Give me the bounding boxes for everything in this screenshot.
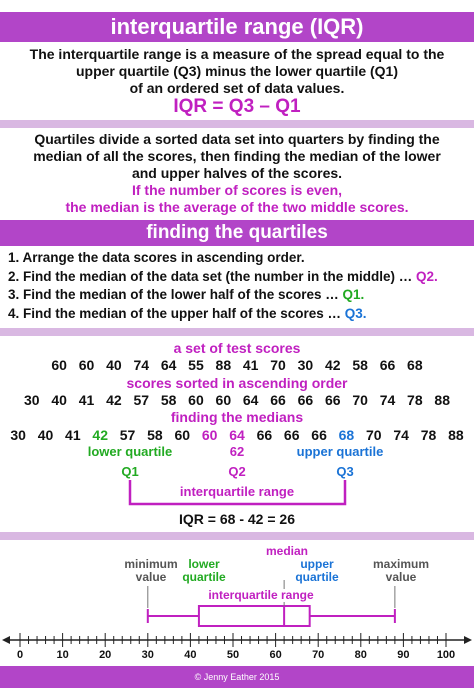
step-text: 1. Arrange the data scores in ascending order. (8, 250, 305, 265)
note-line: the median is the average of the two middle scores. (65, 199, 409, 215)
minimum-line: value (135, 570, 167, 584)
score-value: 57 (119, 427, 136, 443)
even-note (0, 182, 474, 216)
score-value: 88 (215, 357, 232, 373)
definition-line: upper quartile (Q3) minus the lower quartile (Q1) (75, 63, 399, 79)
score-value: 70 (366, 427, 382, 443)
divider-strip (0, 120, 474, 128)
score-value: 58 (352, 357, 368, 373)
tick-label: 10 (56, 649, 69, 660)
score-value: 74 (379, 392, 396, 408)
intro-line: and upper halves of the scores. (131, 165, 343, 181)
quartiles-intro-text (0, 131, 474, 182)
score-value: 78 (420, 427, 437, 443)
definition-line: of an ordered set of data values. (129, 80, 345, 96)
iqr-bracket-label (162, 485, 312, 498)
score-value: 70 (270, 357, 286, 373)
intro-line: median of all the scores, then finding the median of the lower (33, 148, 441, 164)
step-item (8, 305, 438, 324)
score-value: 57 (133, 392, 150, 408)
score-value: 60 (201, 427, 218, 443)
tick-label: 60 (269, 649, 282, 660)
score-value: 88 (434, 392, 450, 408)
axis-arrow-right (464, 636, 472, 644)
iqr-bracket-text: interquartile range (179, 484, 295, 499)
divider-strip (0, 328, 474, 336)
score-value: 58 (147, 427, 163, 443)
score-value: 41 (65, 427, 81, 443)
step-tag-q3: Q3. (344, 305, 367, 321)
score-value: 60 (174, 427, 191, 443)
step-text: 3. Find the median of the lower half of the scores … (8, 287, 343, 302)
q2-label: Q2 (228, 464, 246, 479)
tick-label: 40 (184, 649, 197, 660)
score-value: 64 (242, 392, 259, 408)
page-title: interquartile range (IQR) (110, 14, 364, 39)
set-title: a set of test scores (173, 340, 301, 356)
sorted-title: scores sorted in ascending order (126, 375, 348, 391)
box-iqr-text: interquartile range (208, 588, 314, 602)
score-value: 66 (283, 427, 300, 443)
score-value: 70 (352, 392, 368, 408)
step-tag-q1: Q1. (342, 287, 365, 302)
step-item (8, 286, 438, 305)
score-value: 66 (297, 392, 314, 408)
iqr-formula: IQR = Q3 – Q1 (173, 96, 301, 117)
score-value: 60 (215, 392, 232, 408)
score-value: 68 (338, 427, 355, 443)
score-value: 41 (242, 357, 259, 373)
score-value: 40 (51, 392, 67, 408)
medians-title: finding the medians (170, 409, 304, 425)
tick-label: 100 (436, 649, 456, 660)
score-value: 66 (324, 392, 341, 408)
definition-text (0, 46, 474, 97)
scores-row (0, 357, 474, 373)
score-value: 60 (78, 357, 95, 373)
tick-label: 90 (397, 649, 410, 660)
upper-line: quartile (295, 570, 339, 584)
tick-label: 0 (16, 649, 24, 660)
box-iqr-label (205, 589, 317, 602)
step-text: 4. Find the median of the upper half of the scores … (8, 305, 345, 321)
maximum-line: value (385, 570, 417, 584)
iqr-calculation: IQR = 68 - 42 = 26 (179, 511, 295, 527)
score-value: 88 (448, 427, 464, 443)
sorted-row (0, 392, 474, 408)
tick-label: 20 (99, 649, 112, 660)
minimum-line: minimum (124, 557, 178, 571)
score-value: 66 (270, 392, 286, 408)
intro-line: Quartiles divide a sorted data set into quarters by finding the (34, 131, 440, 147)
score-value: 66 (379, 357, 396, 373)
score-value: 64 (229, 427, 245, 443)
q3-label: Q3 (336, 464, 354, 479)
lower-quartile-label: lower quartile (87, 444, 173, 459)
score-value: 66 (311, 427, 327, 443)
step-tag-q2: Q2. (416, 268, 438, 284)
medians-row (0, 427, 474, 443)
median-box-label: median (265, 544, 308, 558)
score-value: 55 (188, 357, 204, 373)
score-value: 68 (407, 357, 423, 373)
score-value: 42 (324, 357, 341, 373)
divider-strip (0, 532, 474, 540)
score-value: 74 (393, 427, 409, 443)
score-value: 66 (256, 427, 273, 443)
score-value: 64 (160, 357, 177, 373)
q1-label: Q1 (121, 464, 139, 479)
score-value: 41 (78, 392, 95, 408)
definition-line: The interquartile range is a measure of the spread equal to the (29, 46, 445, 62)
title-banner (0, 12, 474, 42)
maximum-line: maximum (372, 557, 430, 571)
tick-label: 30 (141, 649, 154, 660)
finding-title: finding the quartiles (146, 222, 328, 243)
score-value: 40 (37, 427, 54, 443)
steps-list (8, 249, 438, 323)
score-value: 42 (92, 427, 108, 443)
step-text: 2. Find the median of the data set (the number in the middle) … (8, 268, 417, 284)
axis-arrow-left (2, 636, 10, 644)
upper-line: upper (300, 557, 334, 571)
score-value: 74 (133, 357, 150, 373)
finding-banner (0, 220, 474, 246)
step-item (8, 249, 438, 268)
step-item (8, 268, 438, 287)
median-value: 62 (229, 444, 245, 459)
score-value: 30 (297, 357, 314, 373)
score-value: 30 (10, 427, 26, 443)
tick-label: 70 (312, 649, 325, 660)
score-value: 42 (106, 392, 122, 408)
score-value: 30 (24, 392, 40, 408)
score-value: 60 (188, 392, 204, 408)
footer-banner (0, 666, 474, 688)
score-value: 40 (106, 357, 122, 373)
tick-label: 80 (354, 649, 367, 660)
score-value: 60 (51, 357, 67, 373)
lower-line: lower (188, 557, 220, 571)
footer-credit: © Jenny Eather 2015 (194, 672, 280, 682)
score-value: 78 (407, 392, 423, 408)
note-line: If the number of scores is even, (131, 182, 343, 198)
upper-quartile-label: upper quartile (296, 444, 384, 459)
lower-line: quartile (182, 570, 226, 584)
score-value: 58 (160, 392, 177, 408)
iqr-box (199, 606, 310, 626)
tick-label: 50 (226, 649, 240, 660)
